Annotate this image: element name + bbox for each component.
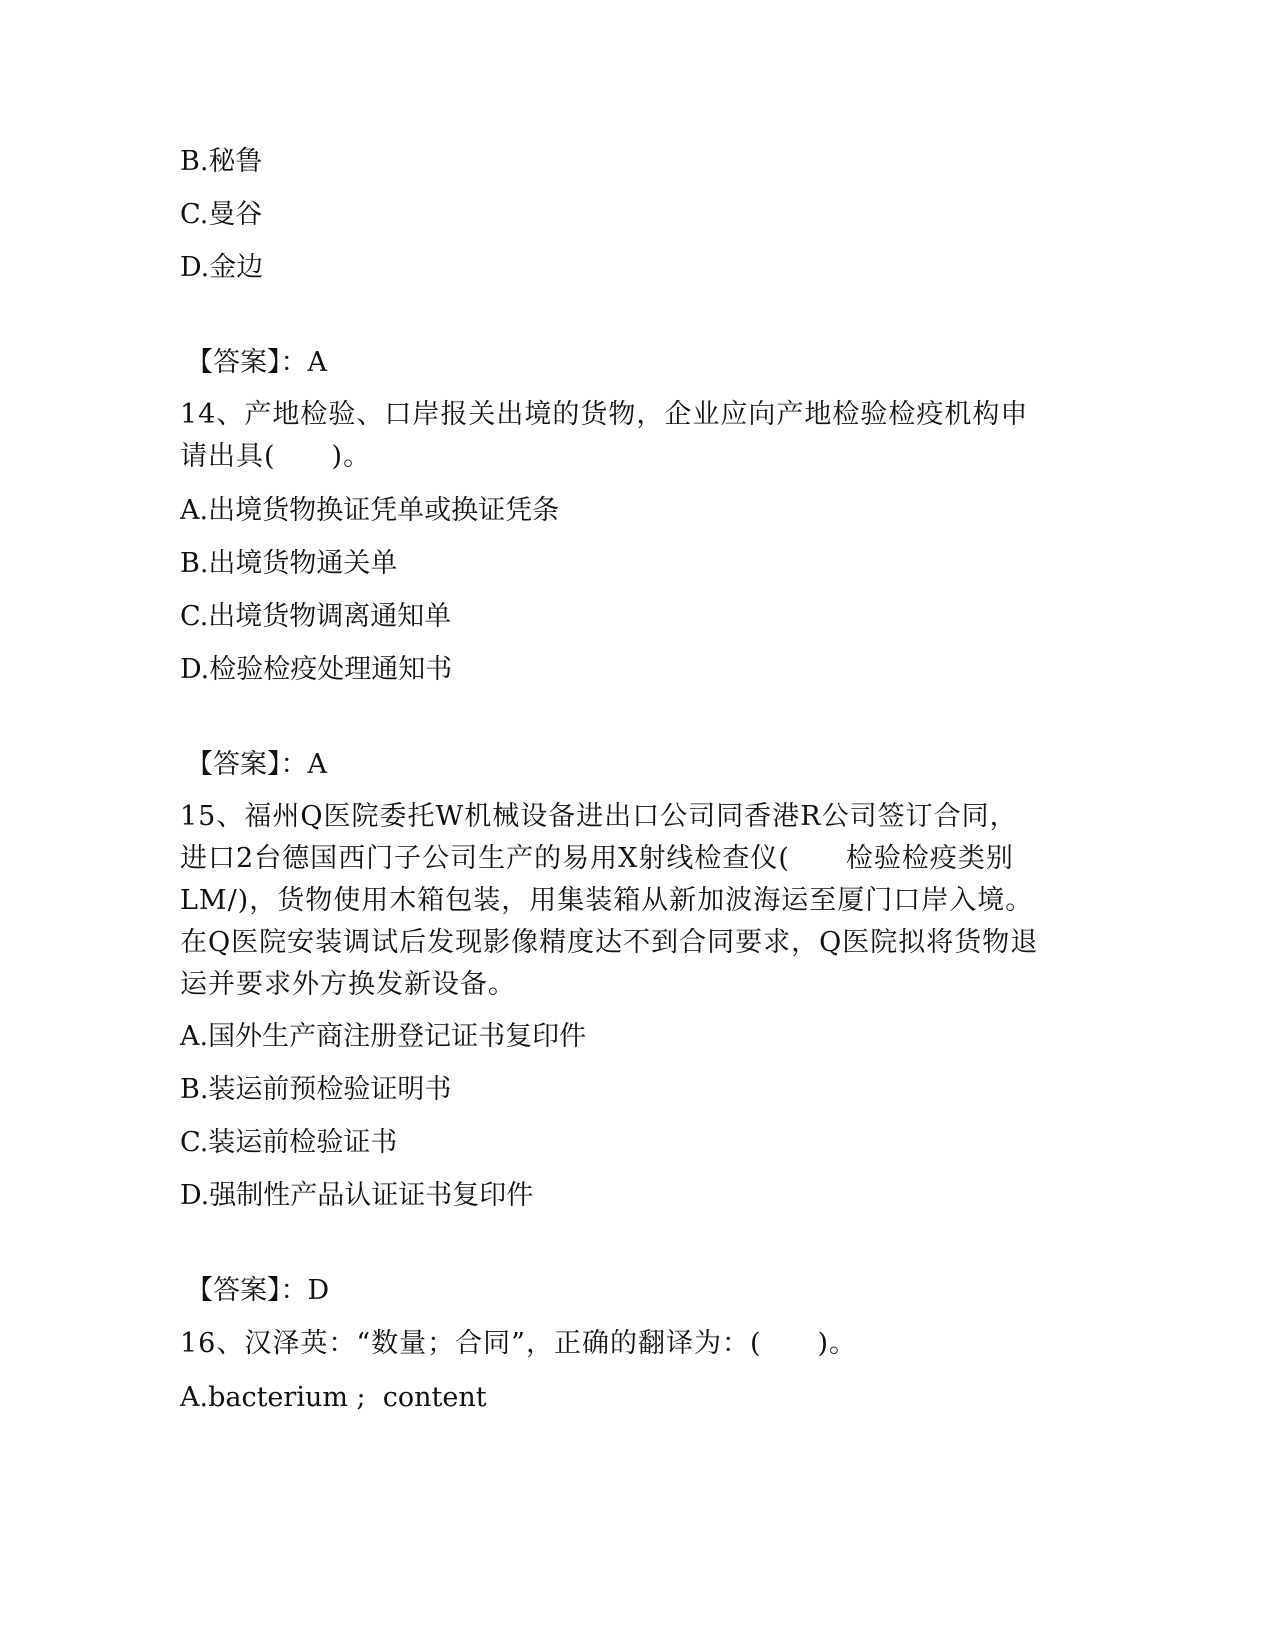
q15-stem-line-4: 在Q医院安装调试后发现影像精度达不到合同要求，Q医院拟将货物退 <box>180 927 1039 958</box>
q16-stem-line-1: 16、汉泽英：“数量；合同”，正确的翻译为：( )。 <box>180 1328 858 1359</box>
q15-stem-line-1: 15、福州Q医院委托W机械设备进出口公司同香港R公司签订合同， <box>180 801 1018 832</box>
q13-option-c: C.曼谷 <box>180 199 263 230</box>
q13-option-d: D.金边 <box>180 252 264 283</box>
q15-option-d: D.强制性产品认证证书复印件 <box>180 1180 534 1211</box>
q14-option-c: C.出境货物调离通知单 <box>180 601 452 632</box>
q14-option-d: D.检验检疫处理通知书 <box>180 654 453 685</box>
q15-option-a: A.国外生产商注册登记证书复印件 <box>180 1021 587 1052</box>
q15-answer: 【答案】：D <box>186 1275 330 1306</box>
q13-answer: 【答案】：A <box>186 347 327 378</box>
q16-option-a: A.bacterium ; content <box>180 1382 487 1413</box>
q14-answer: 【答案】：A <box>186 749 327 780</box>
q14-stem-line-2: 请出具( )。 <box>180 441 372 472</box>
q15-option-b: B.装运前预检验证明书 <box>180 1074 452 1105</box>
q15-option-c: C.装运前检验证书 <box>180 1127 398 1158</box>
q15-stem-line-2: 进口2台德国西门子公司生产的易用X射线检查仪( 检验检疫类别 <box>180 843 1014 874</box>
q15-stem-line-5: 运并要求外方换发新设备。 <box>180 969 516 1000</box>
q15-stem-line-3: LM/)，货物使用木箱包装，用集装箱从新加波海运至厦门口岸入境。 <box>180 885 1034 916</box>
q13-option-b: B.秘鲁 <box>180 146 263 177</box>
q14-option-b: B.出境货物通关单 <box>180 548 398 579</box>
q14-stem-line-1: 14、产地检验、口岸报关出境的货物，企业应向产地检验检疫机构申 <box>180 399 1029 430</box>
q14-option-a: A.出境货物换证凭单或换证凭条 <box>180 495 560 526</box>
